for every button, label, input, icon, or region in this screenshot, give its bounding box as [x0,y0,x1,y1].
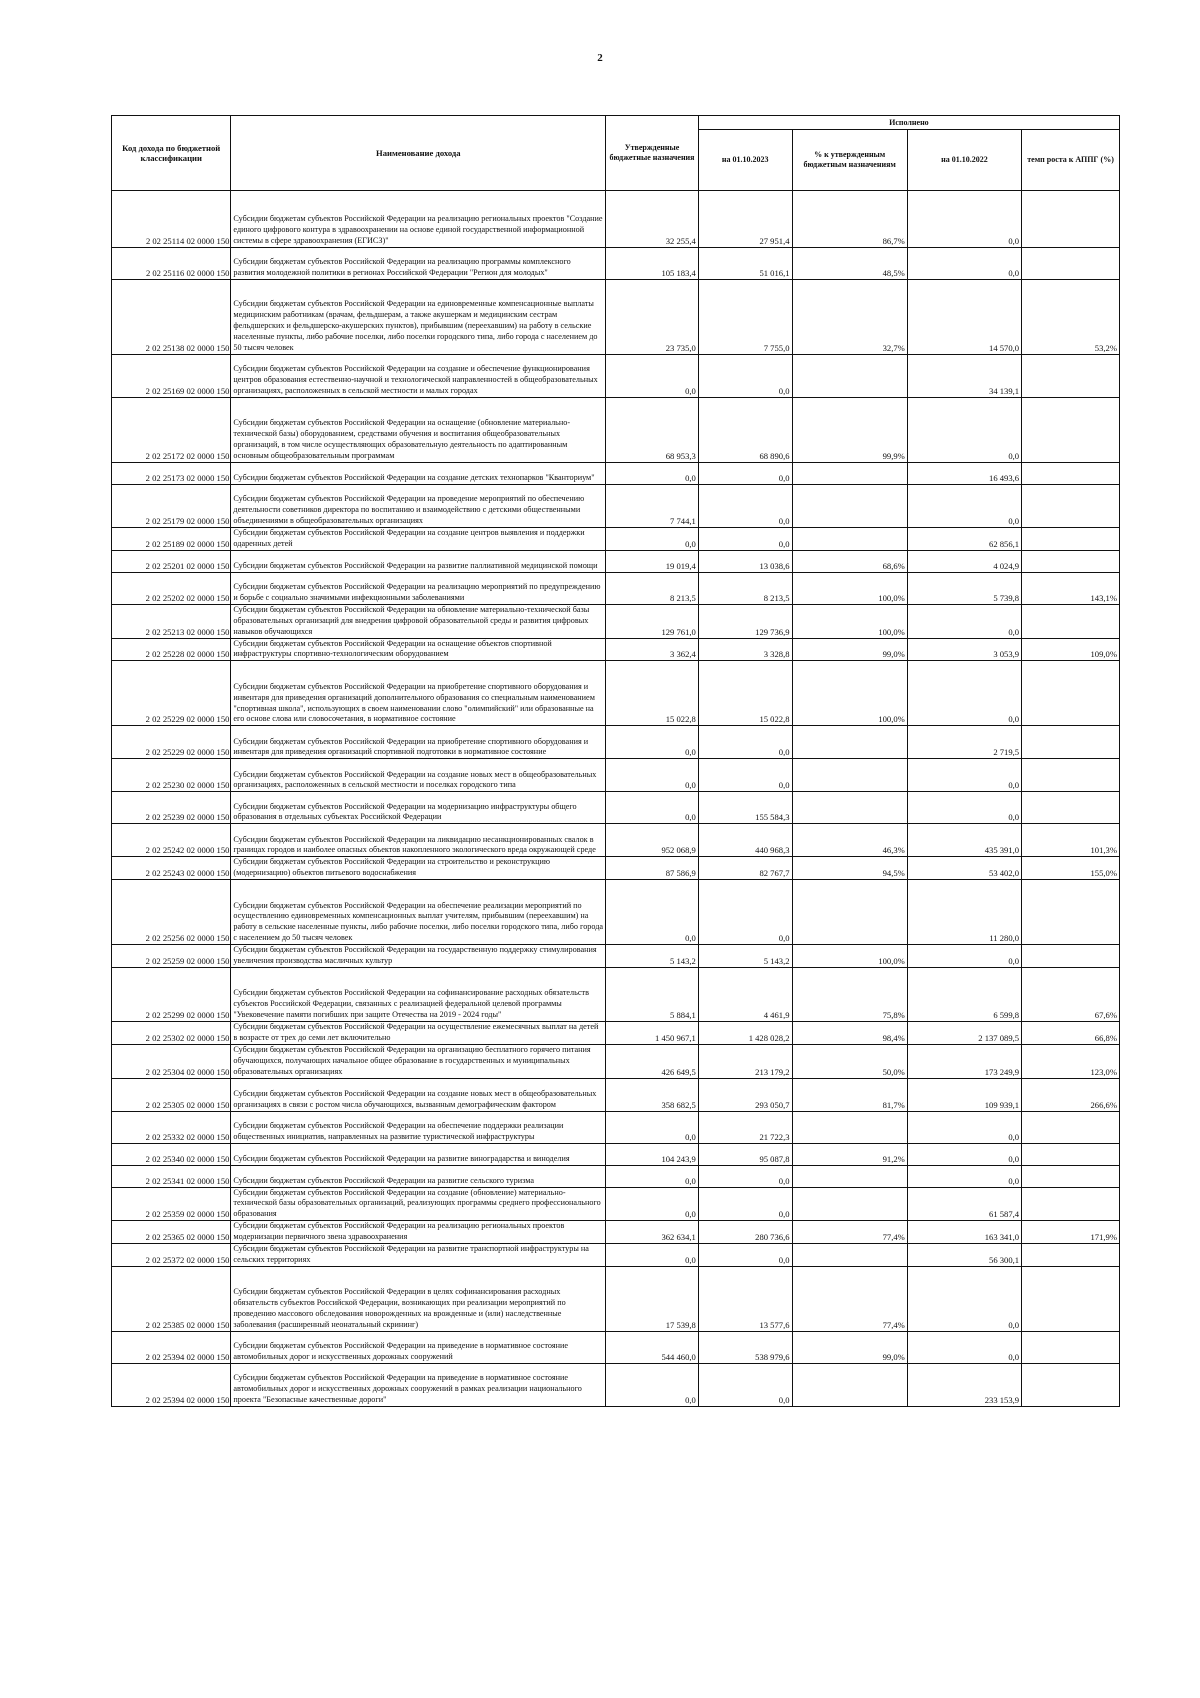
table-row [112,528,1120,551]
row-percent [792,1111,907,1143]
table-row [112,824,1120,857]
row-approved: 0,0 [606,463,699,485]
row-exec-2023: 0,0 [698,726,792,759]
row-exec-2022: 62 856,1 [907,528,1021,551]
row-exec-2022: 2 719,5 [907,726,1021,759]
row-growth [1022,550,1120,572]
row-percent [792,792,907,824]
row-percent: 99,0% [792,1331,907,1363]
row-approved: 0,0 [606,1363,699,1406]
row-code: 2 02 25243 02 0000 150 [112,857,231,880]
row-growth [1022,355,1120,398]
row-name: Субсидии бюджетам субъектов Российской Федерации на обновление материально-технической базы образовательных организаций для внедрения цифровой образовательной среды и развития цифровых навыков обучающихся [231,604,606,638]
row-exec-2022: 173 249,9 [907,1044,1021,1078]
row-growth: 123,0% [1022,1044,1120,1078]
row-percent: 100,0% [792,572,907,604]
row-code: 2 02 25340 02 0000 150 [112,1143,231,1165]
row-percent: 75,8% [792,967,907,1021]
row-exec-2023: 0,0 [698,1244,792,1267]
row-name: Субсидии бюджетам субъектов Российской Федерации на развитие сельского туризма [231,1165,606,1187]
row-name: Субсидии бюджетам субъектов Российской Федерации на государственную поддержку стимулирования увеличения производства масличных культур [231,945,606,968]
row-name: Субсидии бюджетам субъектов Российской Федерации на проведение мероприятий по обеспечению деятельности советников директора по воспитанию и взаимодействию с детскими общественными объединениями в общеобразовательных организациях [231,485,606,528]
row-code: 2 02 25385 02 0000 150 [112,1266,231,1331]
row-exec-2022: 435 391,0 [907,824,1021,857]
table-row [112,1078,1120,1111]
row-exec-2022: 6 599,8 [907,967,1021,1021]
row-exec-2023: 0,0 [698,880,792,945]
row-percent: 99,0% [792,638,907,661]
row-growth [1022,1187,1120,1221]
row-approved: 0,0 [606,759,699,792]
row-approved: 0,0 [606,1165,699,1187]
row-percent: 32,7% [792,280,907,355]
row-growth [1022,248,1120,280]
row-growth [1022,1244,1120,1267]
row-code: 2 02 25114 02 0000 150 [112,191,231,248]
row-exec-2023: 1 428 028,2 [698,1021,792,1044]
row-name: Субсидии бюджетам субъектов Российской Федерации на строительство и реконструкцию (модернизацию) объектов питьевого водоснабжения [231,857,606,880]
table-row [112,880,1120,945]
row-exec-2022: 61 587,4 [907,1187,1021,1221]
table-row [112,1143,1120,1165]
row-exec-2022: 14 570,0 [907,280,1021,355]
header-name: Наименование дохода [231,116,606,191]
row-growth [1022,463,1120,485]
table-row [112,1363,1120,1406]
row-exec-2022: 0,0 [907,604,1021,638]
row-exec-2023: 51 016,1 [698,248,792,280]
row-percent [792,463,907,485]
table-row [112,1187,1120,1221]
row-percent: 68,6% [792,550,907,572]
row-code: 2 02 25229 02 0000 150 [112,661,231,726]
table-row [112,945,1120,968]
row-name: Субсидии бюджетам субъектов Российской Федерации на организацию бесплатного горячего питания обучающихся, получающих начальное общее образование в государственных и муниципальных образовательных организациях [231,1044,606,1078]
row-exec-2023: 0,0 [698,1187,792,1221]
row-name: Субсидии бюджетам субъектов Российской Федерации на оснащение (обновление материально-технической базы) оборудованием, средствами обучения и воспитания общеобразовательных организаций, в том числе осуществляющих образовательную деятельность по адаптированным основным общеобразовательным программам [231,398,606,463]
row-code: 2 02 25179 02 0000 150 [112,485,231,528]
row-growth [1022,1331,1120,1363]
row-approved: 23 735,0 [606,280,699,355]
row-code: 2 02 25116 02 0000 150 [112,248,231,280]
row-exec-2022: 0,0 [907,1111,1021,1143]
table-row [112,726,1120,759]
row-exec-2022: 0,0 [907,792,1021,824]
row-growth [1022,191,1120,248]
row-code: 2 02 25372 02 0000 150 [112,1244,231,1267]
row-exec-2023: 280 736,6 [698,1221,792,1244]
table-row [112,485,1120,528]
row-approved: 0,0 [606,1111,699,1143]
row-code: 2 02 25230 02 0000 150 [112,759,231,792]
row-percent [792,485,907,528]
header-code: Код дохода по бюджетной классификации [112,116,231,191]
row-growth: 109,0% [1022,638,1120,661]
table-row [112,248,1120,280]
row-exec-2022: 0,0 [907,759,1021,792]
row-exec-2023: 213 179,2 [698,1044,792,1078]
row-exec-2022: 163 341,0 [907,1221,1021,1244]
row-percent [792,355,907,398]
row-growth [1022,792,1120,824]
table-header [112,116,1120,191]
row-code: 2 02 25242 02 0000 150 [112,824,231,857]
row-approved: 19 019,4 [606,550,699,572]
row-percent: 91,2% [792,1143,907,1165]
row-name: Субсидии бюджетам субъектов Российской Федерации на развитие виноградарства и виноделия [231,1143,606,1165]
row-growth [1022,1143,1120,1165]
row-code: 2 02 25259 02 0000 150 [112,945,231,968]
row-exec-2022: 0,0 [907,191,1021,248]
table-row [112,857,1120,880]
table-row [112,638,1120,661]
row-code: 2 02 25332 02 0000 150 [112,1111,231,1143]
row-name: Субсидии бюджетам субъектов Российской Федерации на приобретение спортивного оборудования и инвентаря для приведения организаций дополнительного образования со специальным наименованием "спортивная школа", использующих в своем наименовании слово "олимпийский" или образованные на его основе слова или словосочетания, в нормативное состояние [231,661,606,726]
row-growth: 143,1% [1022,572,1120,604]
row-exec-2022: 233 153,9 [907,1363,1021,1406]
row-percent [792,1165,907,1187]
table-row [112,661,1120,726]
row-code: 2 02 25228 02 0000 150 [112,638,231,661]
row-name: Субсидии бюджетам субъектов Российской Федерации на приведение в нормативное состояние автомобильных дорог и искусственных дорожных сооружений в рамках реализации национального проекта "Безопасные качественные дороги" [231,1363,606,1406]
row-approved: 0,0 [606,880,699,945]
row-growth [1022,1363,1120,1406]
row-approved: 8 213,5 [606,572,699,604]
row-name: Субсидии бюджетам субъектов Российской Федерации на создание (обновление) материально-технической базы образовательных организаций, реализующих программы среднего профессионального образования [231,1187,606,1221]
row-percent: 100,0% [792,604,907,638]
row-growth [1022,1266,1120,1331]
row-percent [792,1363,907,1406]
row-name: Субсидии бюджетам субъектов Российской Федерации на создание центров выявления и поддержки одаренных детей [231,528,606,551]
row-exec-2022: 16 493,6 [907,463,1021,485]
row-exec-2023: 155 584,3 [698,792,792,824]
row-growth [1022,485,1120,528]
row-percent: 86,7% [792,191,907,248]
row-exec-2022: 0,0 [907,485,1021,528]
row-code: 2 02 25213 02 0000 150 [112,604,231,638]
row-growth [1022,945,1120,968]
row-approved: 0,0 [606,792,699,824]
row-exec-2022: 2 137 089,5 [907,1021,1021,1044]
row-growth: 155,0% [1022,857,1120,880]
row-exec-2022: 0,0 [907,945,1021,968]
row-code: 2 02 25256 02 0000 150 [112,880,231,945]
row-growth: 53,2% [1022,280,1120,355]
row-name: Субсидии бюджетам субъектов Российской Федерации на создание и обеспечение функционирования центров образования естественно-научной и технологической направленностей в общеобразовательных организациях, расположенных в сельской местности и малых городах [231,355,606,398]
row-exec-2022: 56 300,1 [907,1244,1021,1267]
row-approved: 0,0 [606,528,699,551]
row-exec-2022: 34 139,1 [907,355,1021,398]
row-code: 2 02 25299 02 0000 150 [112,967,231,1021]
row-code: 2 02 25201 02 0000 150 [112,550,231,572]
table-row [112,759,1120,792]
row-exec-2022: 5 739,8 [907,572,1021,604]
row-percent: 77,4% [792,1221,907,1244]
row-exec-2023: 538 979,6 [698,1331,792,1363]
row-exec-2022: 3 053,9 [907,638,1021,661]
header-percent: % к утвержденным бюджетным назначениям [792,130,907,191]
row-approved: 68 953,3 [606,398,699,463]
row-percent: 46,3% [792,824,907,857]
revenue-table [111,115,1120,1407]
row-name: Субсидии бюджетам субъектов Российской Федерации на реализацию региональных проектов "Создание единого цифрового контура в здравоохранении на основе единой государственной информационной системы в сфере здравоохранения (ЕГИСЗ)" [231,191,606,248]
row-exec-2023: 82 767,7 [698,857,792,880]
row-code: 2 02 25229 02 0000 150 [112,726,231,759]
row-growth: 67,6% [1022,967,1120,1021]
row-approved: 7 744,1 [606,485,699,528]
row-exec-2022: 0,0 [907,1266,1021,1331]
row-exec-2023: 15 022,8 [698,661,792,726]
row-percent: 94,5% [792,857,907,880]
row-code: 2 02 25169 02 0000 150 [112,355,231,398]
row-percent: 50,0% [792,1044,907,1078]
row-exec-2022: 4 024,9 [907,550,1021,572]
row-approved: 952 068,9 [606,824,699,857]
row-exec-2023: 4 461,9 [698,967,792,1021]
row-code: 2 02 25172 02 0000 150 [112,398,231,463]
row-name: Субсидии бюджетам субъектов Российской Федерации на единовременные компенсационные выплаты медицинским работникам (врачам, фельдшерам, а также акушеркам и медицинским сестрам фельдшерских и фельдшерско-акушерских пунктов), прибывшим (переехавшим) на работу в сельские населенные пункты, либо рабочие поселки, либо поселки городского типа, либо города с населением до 50 тысяч человек [231,280,606,355]
row-approved: 105 183,4 [606,248,699,280]
row-approved: 0,0 [606,726,699,759]
row-growth [1022,661,1120,726]
row-name: Субсидии бюджетам субъектов Российской Федерации в целях софинансирования расходных обязательств субъектов Российской Федерации, возникающих при реализации мероприятий по проведению массового обследования новорожденных на врожденные и (или) наследственные заболевания (расширенный неонатальный скрининг) [231,1266,606,1331]
header-growth: темп роста к АППГ (%) [1022,130,1120,191]
row-code: 2 02 25305 02 0000 150 [112,1078,231,1111]
row-exec-2023: 27 951,4 [698,191,792,248]
row-code: 2 02 25138 02 0000 150 [112,280,231,355]
table-row [112,1331,1120,1363]
row-exec-2023: 0,0 [698,528,792,551]
table-row [112,1266,1120,1331]
row-approved: 5 143,2 [606,945,699,968]
row-code: 2 02 25202 02 0000 150 [112,572,231,604]
row-percent [792,880,907,945]
table-row [112,1221,1120,1244]
table-row [112,191,1120,248]
row-code: 2 02 25394 02 0000 150 [112,1363,231,1406]
row-exec-2023: 0,0 [698,1363,792,1406]
row-growth [1022,1111,1120,1143]
row-name: Субсидии бюджетам субъектов Российской Федерации на приобретение спортивного оборудования и инвентаря для приведения организаций спортивной подготовки в нормативное состояние [231,726,606,759]
row-approved: 32 255,4 [606,191,699,248]
row-exec-2023: 0,0 [698,485,792,528]
row-name: Субсидии бюджетам субъектов Российской Федерации на модернизацию инфраструктуры общего образования в отдельных субъектах Российской Федерации [231,792,606,824]
row-approved: 358 682,5 [606,1078,699,1111]
row-percent [792,726,907,759]
table-row [112,1021,1120,1044]
row-exec-2023: 13 577,6 [698,1266,792,1331]
row-exec-2023: 13 038,6 [698,550,792,572]
table-row [112,355,1120,398]
row-percent: 77,4% [792,1266,907,1331]
row-exec-2023: 8 213,5 [698,572,792,604]
row-code: 2 02 25365 02 0000 150 [112,1221,231,1244]
row-name: Субсидии бюджетам субъектов Российской Федерации на ликвидацию несанкционированных свалок в границах городов и наиболее опасных объектов накопленного экологического вреда окружающей среде [231,824,606,857]
row-approved: 87 586,9 [606,857,699,880]
row-growth [1022,880,1120,945]
table-row [112,550,1120,572]
row-name: Субсидии бюджетам субъектов Российской Федерации на создание детских технопарков "Кванториум" [231,463,606,485]
row-percent [792,528,907,551]
row-percent: 99,9% [792,398,907,463]
row-approved: 0,0 [606,355,699,398]
row-name: Субсидии бюджетам субъектов Российской Федерации на реализацию мероприятий по предупреждению и борьбе с социально значимыми инфекционными заболеваниями [231,572,606,604]
row-exec-2023: 95 087,8 [698,1143,792,1165]
row-code: 2 02 25359 02 0000 150 [112,1187,231,1221]
row-growth: 66,8% [1022,1021,1120,1044]
row-percent [792,1187,907,1221]
row-name: Субсидии бюджетам субъектов Российской Федерации на софинансирование расходных обязательств субъектов Российской Федерации, связанных с реализацией федеральной целевой программы "Увековечение памяти погибших при защите Отечества на 2019 - 2024 годы" [231,967,606,1021]
row-percent: 48,5% [792,248,907,280]
row-exec-2023: 0,0 [698,1165,792,1187]
row-code: 2 02 25304 02 0000 150 [112,1044,231,1078]
table-row [112,463,1120,485]
row-percent [792,759,907,792]
row-growth [1022,604,1120,638]
row-approved: 362 634,1 [606,1221,699,1244]
row-approved: 104 243,9 [606,1143,699,1165]
row-approved: 3 362,4 [606,638,699,661]
row-approved: 5 884,1 [606,967,699,1021]
row-name: Субсидии бюджетам субъектов Российской Федерации на реализацию программы комплексного развития молодежной политики в регионах Российской Федерации "Регион для молодых" [231,248,606,280]
row-approved: 15 022,8 [606,661,699,726]
row-growth [1022,726,1120,759]
row-approved: 544 460,0 [606,1331,699,1363]
table-row [112,792,1120,824]
header-approved: Утвержденные бюджетные назначения [606,116,699,191]
row-exec-2023: 0,0 [698,759,792,792]
table-row [112,604,1120,638]
table-row [112,1244,1120,1267]
row-growth [1022,398,1120,463]
row-name: Субсидии бюджетам субъектов Российской Федерации на развитие транспортной инфраструктуры на сельских территориях [231,1244,606,1267]
row-growth: 266,6% [1022,1078,1120,1111]
table-row [112,280,1120,355]
row-exec-2022: 0,0 [907,398,1021,463]
row-name: Субсидии бюджетам субъектов Российской Федерации на создание новых мест в общеобразовательных организациях, расположенных в сельской местности и поселках городского типа [231,759,606,792]
row-exec-2022: 0,0 [907,661,1021,726]
row-exec-2023: 21 722,3 [698,1111,792,1143]
row-percent: 81,7% [792,1078,907,1111]
row-code: 2 02 25189 02 0000 150 [112,528,231,551]
table-row [112,967,1120,1021]
row-exec-2023: 7 755,0 [698,280,792,355]
row-exec-2023: 293 050,7 [698,1078,792,1111]
row-approved: 129 761,0 [606,604,699,638]
row-exec-2023: 5 143,2 [698,945,792,968]
row-exec-2022: 53 402,0 [907,857,1021,880]
row-percent: 100,0% [792,945,907,968]
row-code: 2 02 25239 02 0000 150 [112,792,231,824]
table-row [112,1111,1120,1143]
page-number: 2 [597,52,603,64]
table-row [112,398,1120,463]
row-name: Субсидии бюджетам субъектов Российской Федерации на осуществление ежемесячных выплат на детей в возрасте от трех до семи лет включительно [231,1021,606,1044]
row-percent [792,1244,907,1267]
row-growth [1022,759,1120,792]
table-body [112,191,1120,1407]
row-exec-2023: 0,0 [698,463,792,485]
row-growth [1022,1165,1120,1187]
row-exec-2022: 0,0 [907,248,1021,280]
row-growth [1022,528,1120,551]
header-executed: Исполнено [698,116,1119,130]
row-approved: 17 539,8 [606,1266,699,1331]
row-growth: 171,9% [1022,1221,1120,1244]
row-name: Субсидии бюджетам субъектов Российской Федерации на создание новых мест в общеобразовательных организациях в связи с ростом числа обучающихся, вызванным демографическим фактором [231,1078,606,1111]
table-row [112,1165,1120,1187]
table-row [112,1044,1120,1078]
header-on-2023: на 01.10.2023 [698,130,792,191]
row-growth: 101,3% [1022,824,1120,857]
row-approved: 1 450 967,1 [606,1021,699,1044]
row-name: Субсидии бюджетам субъектов Российской Федерации на обеспечение поддержки реализации общественных инициатив, направленных на развитие туристической инфраструктуры [231,1111,606,1143]
row-exec-2022: 0,0 [907,1331,1021,1363]
row-name: Субсидии бюджетам субъектов Российской Федерации на приведение в нормативное состояние автомобильных дорог и искусственных дорожных сооружений [231,1331,606,1363]
row-exec-2023: 3 328,8 [698,638,792,661]
row-percent: 98,4% [792,1021,907,1044]
row-name: Субсидии бюджетам субъектов Российской Федерации на обеспечение реализации мероприятий по осуществлению единовременных компенсационных выплат учителям, прибывшим (переехавшим) на работу в сельские населенные пункты, либо рабочие поселки, либо поселки городского типа, либо города с населением до 50 тысяч человек [231,880,606,945]
row-name: Субсидии бюджетам субъектов Российской Федерации на реализацию региональных проектов модернизации первичного звена здравоохранения [231,1221,606,1244]
row-exec-2023: 440 968,3 [698,824,792,857]
row-code: 2 02 25341 02 0000 150 [112,1165,231,1187]
header-on-2022: на 01.10.2022 [907,130,1021,191]
row-exec-2023: 129 736,9 [698,604,792,638]
row-approved: 0,0 [606,1187,699,1221]
row-name: Субсидии бюджетам субъектов Российской Федерации на развитие паллиативной медицинской помощи [231,550,606,572]
row-code: 2 02 25302 02 0000 150 [112,1021,231,1044]
row-exec-2022: 0,0 [907,1143,1021,1165]
row-percent: 100,0% [792,661,907,726]
row-exec-2022: 11 280,0 [907,880,1021,945]
row-exec-2022: 0,0 [907,1165,1021,1187]
row-name: Субсидии бюджетам субъектов Российской Федерации на оснащение объектов спортивной инфраструктуры спортивно-технологическим оборудованием [231,638,606,661]
row-code: 2 02 25173 02 0000 150 [112,463,231,485]
row-exec-2023: 68 890,6 [698,398,792,463]
row-exec-2023: 0,0 [698,355,792,398]
row-exec-2022: 109 939,1 [907,1078,1021,1111]
table-row [112,572,1120,604]
row-approved: 0,0 [606,1244,699,1267]
row-approved: 426 649,5 [606,1044,699,1078]
row-code: 2 02 25394 02 0000 150 [112,1331,231,1363]
